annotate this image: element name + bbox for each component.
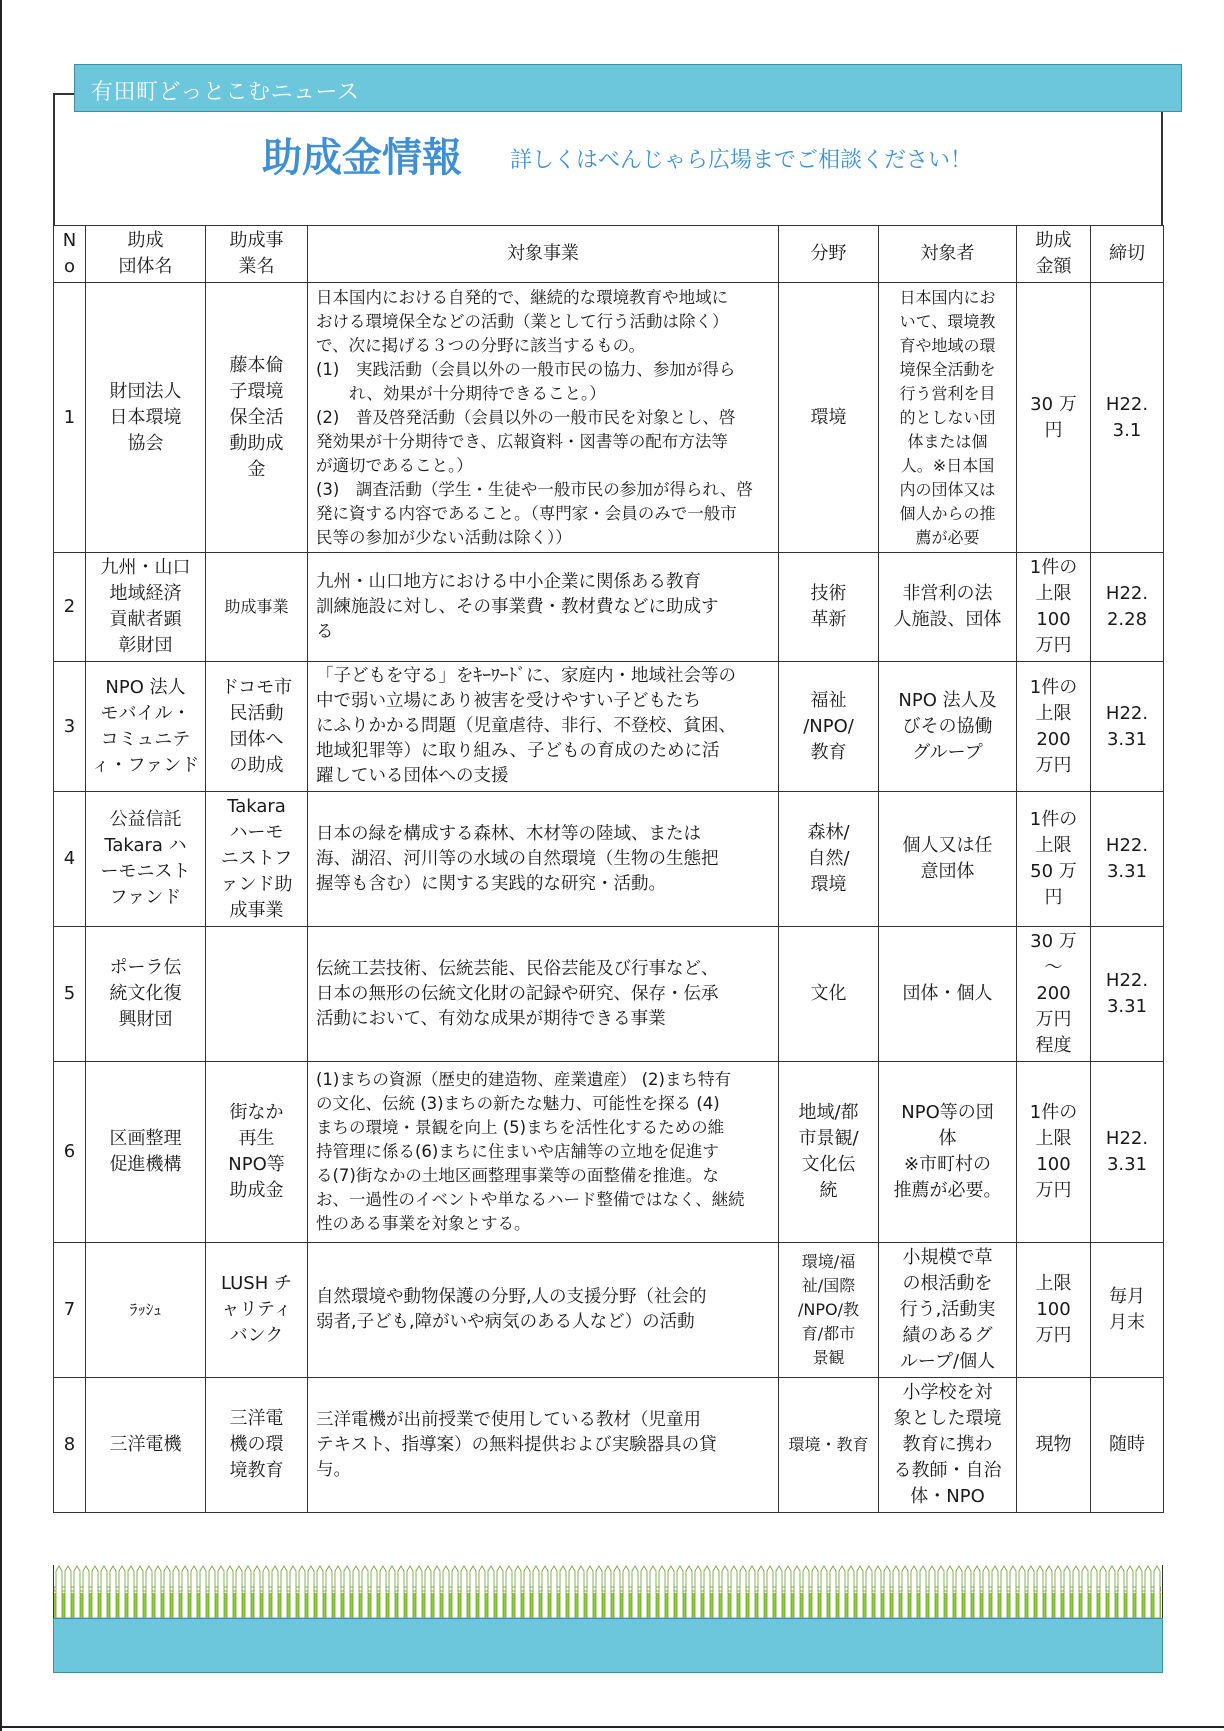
fence-picket [308,1566,314,1618]
cell-org: 財団法人 日本環境 協会 [86,283,206,553]
fence-picket [551,1566,557,1618]
table-row [54,792,1164,927]
frame-line-left [53,93,55,225]
fence-picket [659,1566,665,1618]
fence-picket [416,1566,422,1618]
fence-picket [272,1566,278,1618]
fence-picket [335,1566,341,1618]
page-border-bottom [0,1726,1224,1728]
fence-picket [101,1566,107,1618]
fence-picket [236,1566,242,1618]
fence-picket [749,1566,755,1618]
cell-deadline: H22. 3.1 [1091,283,1164,553]
fence-picket [992,1566,998,1618]
fence-picket [533,1566,539,1618]
cell-no: 5 [54,927,86,1062]
fence-picket [911,1566,917,1618]
footer-band [53,1618,1163,1673]
fence-picket [803,1566,809,1618]
fence-picket [281,1566,287,1618]
grants-table [53,225,1164,1513]
cell-field: 森林/ 自然/ 環境 [779,792,879,927]
fence-picket [839,1566,845,1618]
cell-deadline: H22. 3.31 [1091,927,1164,1062]
fence-picket [245,1566,251,1618]
fence-picket [524,1566,530,1618]
cell-target-person: 日本国内にお いて、環境教 育や地域の環 境保全活動を 行う営利を目 的としない団 体または個 人。※日本国 内の団体又は 個人からの推 薦が必要 [879,283,1017,553]
fence-picket [443,1566,449,1618]
fence-picket [407,1566,413,1618]
fence-picket [452,1566,458,1618]
cell-no: 4 [54,792,86,927]
cell-deadline: H22. 3.31 [1091,662,1164,792]
table-row [54,283,1164,553]
cell-field: 文化 [779,927,879,1062]
frame-line-right [1161,112,1163,225]
fence-picket [587,1566,593,1618]
cell-target-person: 小規模で草 の根活動を 行う,活動実 績のあるグ ループ/個人 [879,1243,1017,1378]
cell-field: 技術 革新 [779,553,879,662]
fence-picket [920,1566,926,1618]
cell-org: NPO 法人 モバイル・ コミュニテ ィ・ファンド [86,662,206,792]
fence-picket [1127,1566,1133,1618]
header-no: N o [54,226,86,283]
cell-target-project: 「子どもを守る」をｷｰﾜｰﾄﾞに、家庭内・地域社会等の 中で弱い立場にあり被害を受けやすい子どもたち にふりかかる問題（児童虐待、非行、不登校、貧困、 地域犯罪等）に取り組み、子どもの育成のために活 躍している団体への支援 [308,662,779,792]
cell-program: ドコモ市 民活動 団体へ の助成 [206,662,308,792]
fence-picket [1100,1566,1106,1618]
cell-target-project: 三洋電機が出前授業で使用している教材（児童用 テキスト、指導案）の無料提供および実験器具の貸 与。 [308,1378,779,1513]
cell-org: 公益信託 Takara ハ ーモニスト ファンド [86,792,206,927]
fence-picket [758,1566,764,1618]
fence-picket [884,1566,890,1618]
fence-picket [1055,1566,1061,1618]
fence-picket [92,1566,98,1618]
fence-picket [191,1566,197,1618]
fence-picket [218,1566,224,1618]
newsletter-banner [74,64,1182,112]
cell-amount: 1件の 上限 200 万円 [1017,662,1091,792]
fence-picket [794,1566,800,1618]
fence-picket [785,1566,791,1618]
cell-amount: 1件の 上限 100 万円 [1017,1062,1091,1243]
fence-picket [227,1566,233,1618]
cell-amount: 30 万 ～ 200 万円 程度 [1017,927,1091,1062]
page-subtitle: 詳しくはべんじゃら広場までご相談ください！ [510,148,973,173]
fence-picket [641,1566,647,1618]
fence-picket [110,1566,116,1618]
header-org: 助成 団体名 [86,226,206,283]
cell-no: 7 [54,1243,86,1378]
fence-picket [344,1566,350,1618]
fence-picket [704,1566,710,1618]
cell-program: 藤本倫 子環境 保全活 動助成 金 [206,283,308,553]
cell-org: 区画整理 促進機構 [86,1062,206,1243]
fence-picket [965,1566,971,1618]
fence-picket [290,1566,296,1618]
fence-picket [56,1566,62,1618]
header-deadline: 締切 [1091,226,1164,283]
fence-picket [263,1566,269,1618]
cell-field: 環境/福 祉/国際 /NPO/教 育/都市 景観 [779,1243,879,1378]
fence-picket [830,1566,836,1618]
fence-picket [461,1566,467,1618]
fence-picket [209,1566,215,1618]
fence-picket [254,1566,260,1618]
fence-picket [605,1566,611,1618]
fence-picket [1046,1566,1052,1618]
fence-picket [1001,1566,1007,1618]
cell-amount: 1件の 上限 100 万円 [1017,553,1091,662]
cell-no: 3 [54,662,86,792]
fence-picket [398,1566,404,1618]
header-field: 分野 [779,226,879,283]
fence-picket [1082,1566,1088,1618]
fence-picket [956,1566,962,1618]
fence-picket [767,1566,773,1618]
fence-picket [326,1566,332,1618]
fence-picket [578,1566,584,1618]
table-row [54,553,1164,662]
cell-org: ﾗｯｼｭ [86,1243,206,1378]
fence-picket [695,1566,701,1618]
fence-picket [389,1566,395,1618]
fence-picket [119,1566,125,1618]
cell-deadline: H22. 3.31 [1091,792,1164,927]
table-body [54,283,1164,1513]
fence-picket [425,1566,431,1618]
fence-picket [479,1566,485,1618]
fence-picket [776,1566,782,1618]
fence-picket [182,1566,188,1618]
cell-target-person: NPO 法人及 びその協働 グループ [879,662,1017,792]
fence-picket [83,1566,89,1618]
fence-picket [596,1566,602,1618]
fence-picket [875,1566,881,1618]
fence-picket [137,1566,143,1618]
fence-picket [740,1566,746,1618]
fence-picket [569,1566,575,1618]
table-row [54,1378,1164,1513]
newsletter-name: 有田町どっとこむニュース [91,80,360,105]
cell-target-project: 伝統工芸技術、伝統芸能、民俗芸能及び行事など、 日本の無形の伝統文化財の記録や研究、保存・伝承 活動において、有効な成果が期待できる事業 [308,927,779,1062]
header-amount: 助成 金額 [1017,226,1091,283]
cell-field: 環境 [779,283,879,553]
fence-picket [128,1566,134,1618]
fence-picket [1019,1566,1025,1618]
cell-field: 地域/都 市景観/ 文化伝 統 [779,1062,879,1243]
cell-org: 三洋電機 [86,1378,206,1513]
fence-picket [200,1566,206,1618]
fence-picket [857,1566,863,1618]
fence-picket [947,1566,953,1618]
page-border-left [0,0,2,1731]
cell-no: 6 [54,1062,86,1243]
cell-no: 2 [54,553,86,662]
fence-picket [155,1566,161,1618]
cell-target-project: 日本の緑を構成する森林、木材等の陸域、または 海、湖沼、河川等の水域の自然環境（生物の生態把 握等も含む）に関する実践的な研究・活動。 [308,792,779,927]
cell-target-person: NPO等の団 体 ※市町村の 推薦が必要。 [879,1062,1017,1243]
fence-picket [1154,1566,1160,1618]
fence-picket [866,1566,872,1618]
cell-target-person: 個人又は任 意団体 [879,792,1017,927]
fence-picket [902,1566,908,1618]
cell-program [206,927,308,1062]
fence-picket [164,1566,170,1618]
fence-picket [650,1566,656,1618]
header-program: 助成事 業名 [206,226,308,283]
fence-illustration [54,1565,1161,1618]
cell-target-project: (1)まちの資源（歴史的建造物、産業遺産） (2)まち特有 の文化、伝統 (3)まちの新たな魅力、可能性を探る (4) まちの環境・景観を向上 (5)まちを活性化するための維 持管理に係る(6)まちに住まいや店舗等の立地を促進す る(7)街なかの土地区画整理事業等の面整備を推進。な お、一過性のイベントや単なるハード整備ではなく、継続 性のある事業を対象とする。 [308,1062,779,1243]
cell-org: ポーラ伝 統文化復 興財団 [86,927,206,1062]
cell-amount: 現物 [1017,1378,1091,1513]
fence-picket [1091,1566,1097,1618]
fence-picket [1073,1566,1079,1618]
page-title: 助成金情報 [262,135,462,181]
cell-deadline: 随時 [1091,1378,1164,1513]
table-header-row [54,226,1164,283]
cell-target-project: 九州・山口地方における中小企業に関係ある教育 訓練施設に対し、その事業費・教材費などに助成す る [308,553,779,662]
fence-picket [317,1566,323,1618]
cell-target-project: 自然環境や動物保護の分野,人の支援分野（社会的 弱者,子ども,障がいや病気のある人など）の活動 [308,1243,779,1378]
cell-program: Takara ハーモ ニストフ ァンド助 成事業 [206,792,308,927]
fence-picket [299,1566,305,1618]
fence-picket [1037,1566,1043,1618]
fence-picket [722,1566,728,1618]
header-target-person: 対象者 [879,226,1017,283]
fence-picket [1109,1566,1115,1618]
cell-program: LUSH チ ャリティ バンク [206,1243,308,1378]
fence-picket [1010,1566,1016,1618]
fence-picket [380,1566,386,1618]
table-row [54,927,1164,1062]
fence-picket [497,1566,503,1618]
fence-picket [731,1566,737,1618]
fence-picket [812,1566,818,1618]
cell-deadline: 毎月 月末 [1091,1243,1164,1378]
fence-picket [542,1566,548,1618]
fence-picket [632,1566,638,1618]
fence-picket [938,1566,944,1618]
cell-field: 福祉 /NPO/ 教育 [779,662,879,792]
cell-amount: 30 万 円 [1017,283,1091,553]
fence-picket [713,1566,719,1618]
cell-target-person: 団体・個人 [879,927,1017,1062]
fence-picket [371,1566,377,1618]
fence-picket [515,1566,521,1618]
fence-picket [974,1566,980,1618]
cell-target-person: 小学校を対 象とした環境 教育に携わ る教師・自治 体・NPO [879,1378,1017,1513]
fence-picket [74,1566,80,1618]
cell-target-person: 非営利の法 人施設、団体 [879,553,1017,662]
frame-line-top [53,93,75,95]
picket-fence-decoration [53,1565,1163,1618]
cell-target-project: 日本国内における自発的で、継続的な環境教育や地域に おける環境保全などの活動（業として行う活動は除く） で、次に掲げる３つの分野に該当するもの。 (1) 実践活動（会員以外の一般市民の協力、参加が得ら れ、効果が十分期待できること。） (2) 普及啓発活動（会員以外の一般市民を対象とし、啓 発効果が十分期待でき、広報資料・図書等の配布方法等 が適切であること。） (3) 調査活動（学生・生徒や一般市民の参加が得られ、啓 発に資する内容であること。（専門家・会員のみで一般市 民等の参加が少ない活動は除く）） [308,283,779,553]
fence-picket [506,1566,512,1618]
cell-deadline: H22. 2.28 [1091,553,1164,662]
cell-org: 九州・山口 地域経済 貢献者顕 彰財団 [86,553,206,662]
fence-picket [686,1566,692,1618]
fence-picket [353,1566,359,1618]
table-row [54,662,1164,792]
fence-picket [1136,1566,1142,1618]
table-row [54,1062,1164,1243]
fence-picket [362,1566,368,1618]
fence-picket [983,1566,989,1618]
fence-picket [929,1566,935,1618]
fence-picket [1028,1566,1034,1618]
fence-picket [623,1566,629,1618]
fence-picket [1145,1566,1151,1618]
fence-picket [1118,1566,1124,1618]
cell-program: 助成事業 [206,553,308,662]
header-target-project: 対象事業 [308,226,779,283]
cell-no: 8 [54,1378,86,1513]
fence-picket [614,1566,620,1618]
cell-amount: 上限 100 万円 [1017,1243,1091,1378]
fence-picket [173,1566,179,1618]
fence-picket [893,1566,899,1618]
fence-picket [146,1566,152,1618]
fence-picket [65,1566,71,1618]
fence-picket [470,1566,476,1618]
cell-no: 1 [54,283,86,553]
fence-picket [668,1566,674,1618]
cell-amount: 1件の 上限 50 万 円 [1017,792,1091,927]
cell-deadline: H22. 3.31 [1091,1062,1164,1243]
fence-picket [1064,1566,1070,1618]
cell-program: 三洋電 機の環 境教育 [206,1378,308,1513]
cell-field: 環境・教育 [779,1378,879,1513]
fence-picket [488,1566,494,1618]
fence-picket [560,1566,566,1618]
fence-picket [677,1566,683,1618]
fence-picket [434,1566,440,1618]
fence-picket [821,1566,827,1618]
cell-program: 街なか 再生 NPO等 助成金 [206,1062,308,1243]
table-row [54,1243,1164,1378]
fence-picket [848,1566,854,1618]
